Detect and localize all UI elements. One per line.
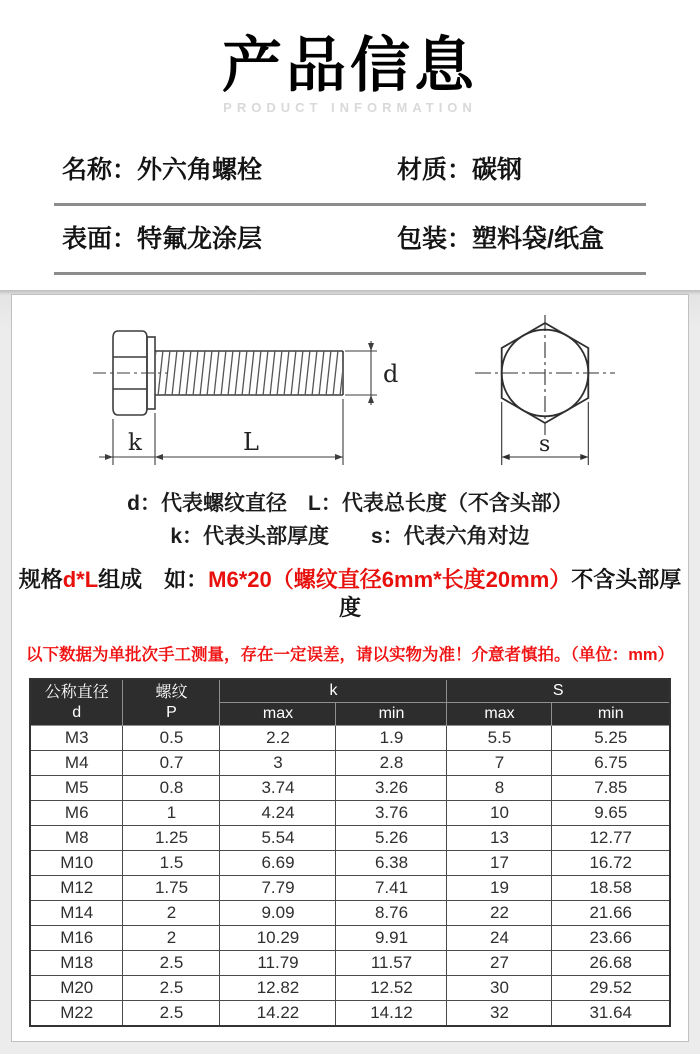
cell-p: 2 xyxy=(123,926,220,951)
col-header-pitch: 螺纹 P xyxy=(123,679,220,726)
table-row xyxy=(30,751,670,776)
info-name xyxy=(62,150,397,186)
cell-smin: 18.58 xyxy=(552,876,670,901)
cell-smin: 7.85 xyxy=(552,776,670,801)
table-row xyxy=(30,1001,670,1026)
cell-p: 2.5 xyxy=(123,951,220,976)
cell-kmin: 11.57 xyxy=(336,951,447,976)
cell-smin: 31.64 xyxy=(552,1001,670,1026)
info-package xyxy=(397,219,646,255)
cell-kmax: 5.54 xyxy=(220,826,336,851)
cell-kmax: 10.29 xyxy=(220,926,336,951)
cell-smin: 16.72 xyxy=(552,851,670,876)
table-row xyxy=(30,926,670,951)
spec-text-2: 组成 如： xyxy=(98,567,209,593)
page-title: 产品信息 xyxy=(222,32,478,99)
cell-smax: 8 xyxy=(447,776,552,801)
cell-d: M20 xyxy=(30,976,123,1001)
cell-d: M5 xyxy=(30,776,123,801)
spec-red-2: M6*20（螺纹直径6mm*长度20mm） xyxy=(208,567,572,593)
dim-label-s: s xyxy=(539,432,551,458)
col-header-diameter: 公称直径 d xyxy=(30,679,123,726)
info-surface-value: 特氟龙涂层 xyxy=(137,225,263,254)
col-header-s-max: max xyxy=(447,703,552,726)
spec-text-3: 不含头部厚度 xyxy=(338,567,682,621)
col-header-s: S xyxy=(447,679,670,703)
cell-kmin: 6.38 xyxy=(336,851,447,876)
cell-kmin: 5.26 xyxy=(336,826,447,851)
table-row xyxy=(30,901,670,926)
table-row xyxy=(30,776,670,801)
info-package-value: 塑料袋/纸盒 xyxy=(472,225,604,254)
cell-kmax: 6.69 xyxy=(220,851,336,876)
cell-kmin: 2.8 xyxy=(336,751,447,776)
info-surface-label: 表面： xyxy=(62,225,138,254)
cell-smax: 17 xyxy=(447,851,552,876)
cell-p: 2.5 xyxy=(123,1001,220,1026)
info-surface xyxy=(62,219,397,255)
photo-card xyxy=(11,294,689,1042)
table-row xyxy=(30,801,670,826)
bolt-dimension-diagram xyxy=(25,311,675,483)
cell-smax: 22 xyxy=(447,901,552,926)
cell-kmax: 11.79 xyxy=(220,951,336,976)
dimension-table xyxy=(29,678,671,1027)
cell-p: 1.5 xyxy=(123,851,220,876)
cell-kmin: 3.76 xyxy=(336,801,447,826)
cell-d: M3 xyxy=(30,726,123,751)
cell-p: 0.8 xyxy=(123,776,220,801)
cell-smax: 30 xyxy=(447,976,552,1001)
cell-p: 0.5 xyxy=(123,726,220,751)
cell-p: 1 xyxy=(123,801,220,826)
cell-d: M4 xyxy=(30,751,123,776)
cell-d: M22 xyxy=(30,1001,123,1026)
cell-d: M14 xyxy=(30,901,123,926)
dim-label-d: d xyxy=(383,360,399,389)
table-row xyxy=(30,976,670,1001)
cell-smax: 13 xyxy=(447,826,552,851)
col-header-k-min: min xyxy=(336,703,447,726)
photo-frame xyxy=(0,290,700,1054)
cell-d: M10 xyxy=(30,851,123,876)
col-header-s-min: min xyxy=(552,703,670,726)
cell-d: M8 xyxy=(30,826,123,851)
cell-d: M18 xyxy=(30,951,123,976)
cell-p: 1.75 xyxy=(123,876,220,901)
info-package-label: 包装： xyxy=(397,225,473,254)
table-row xyxy=(30,726,670,751)
spec-red-1: d*L xyxy=(62,567,99,593)
cell-kmin: 12.52 xyxy=(336,976,447,1001)
cell-p: 2 xyxy=(123,901,220,926)
cell-kmax: 2.2 xyxy=(220,726,336,751)
table-row xyxy=(30,851,670,876)
cell-kmax: 4.24 xyxy=(220,801,336,826)
info-material-value: 碳钢 xyxy=(472,156,523,185)
cell-d: M6 xyxy=(30,801,123,826)
cell-kmin: 9.91 xyxy=(336,926,447,951)
spec-format-line xyxy=(12,566,688,622)
cell-kmax: 9.09 xyxy=(220,901,336,926)
cell-kmin: 8.76 xyxy=(336,901,447,926)
info-row-2 xyxy=(54,206,646,275)
cell-smin: 9.65 xyxy=(552,801,670,826)
dimension-legend xyxy=(12,487,688,553)
col-header-k-max: max xyxy=(220,703,336,726)
cell-smax: 27 xyxy=(447,951,552,976)
cell-d: M16 xyxy=(30,926,123,951)
cell-p: 0.7 xyxy=(123,751,220,776)
cell-kmax: 3 xyxy=(220,751,336,776)
info-material xyxy=(397,150,646,186)
table-row xyxy=(30,876,670,901)
cell-smax: 7 xyxy=(447,751,552,776)
spec-text-1: 规格 xyxy=(18,567,63,593)
product-info-section xyxy=(54,137,646,275)
cell-smin: 21.66 xyxy=(552,901,670,926)
cell-smax: 19 xyxy=(447,876,552,901)
cell-smin: 26.68 xyxy=(552,951,670,976)
cell-smax: 10 xyxy=(447,801,552,826)
cell-kmax: 14.22 xyxy=(220,1001,336,1026)
page-subtitle: PRODUCT INFORMATION xyxy=(223,100,477,116)
measurement-notice: 以下数据为单批次手工测量，存在一定误差，请以实物为准！介意者慎拍。（单位：mm） xyxy=(25,646,675,665)
cell-kmax: 3.74 xyxy=(220,776,336,801)
table-row xyxy=(30,826,670,851)
legend-line-2: k：代表头部厚度 s：代表六角对边 xyxy=(170,525,530,549)
cell-smin: 6.75 xyxy=(552,751,670,776)
cell-kmin: 1.9 xyxy=(336,726,447,751)
cell-smin: 12.77 xyxy=(552,826,670,851)
cell-kmin: 3.26 xyxy=(336,776,447,801)
cell-smax: 32 xyxy=(447,1001,552,1026)
legend-line-1: d：代表螺纹直径 L：代表总长度（不含头部） xyxy=(127,492,573,516)
table-row xyxy=(30,951,670,976)
cell-smax: 5.5 xyxy=(447,726,552,751)
dim-label-l: L xyxy=(243,428,259,457)
cell-smin: 29.52 xyxy=(552,976,670,1001)
cell-p: 1.25 xyxy=(123,826,220,851)
info-material-label: 材质： xyxy=(397,156,473,185)
cell-p: 2.5 xyxy=(123,976,220,1001)
dim-label-k: k xyxy=(128,430,142,457)
cell-smax: 24 xyxy=(447,926,552,951)
col-header-k: k xyxy=(220,679,447,703)
cell-kmax: 12.82 xyxy=(220,976,336,1001)
cell-kmax: 7.79 xyxy=(220,876,336,901)
info-row-1 xyxy=(54,137,646,206)
cell-smin: 23.66 xyxy=(552,926,670,951)
cell-smin: 5.25 xyxy=(552,726,670,751)
cell-kmin: 14.12 xyxy=(336,1001,447,1026)
cell-d: M12 xyxy=(30,876,123,901)
info-name-value: 外六角螺栓 xyxy=(137,156,263,185)
cell-kmin: 7.41 xyxy=(336,876,447,901)
info-name-label: 名称： xyxy=(62,156,138,185)
